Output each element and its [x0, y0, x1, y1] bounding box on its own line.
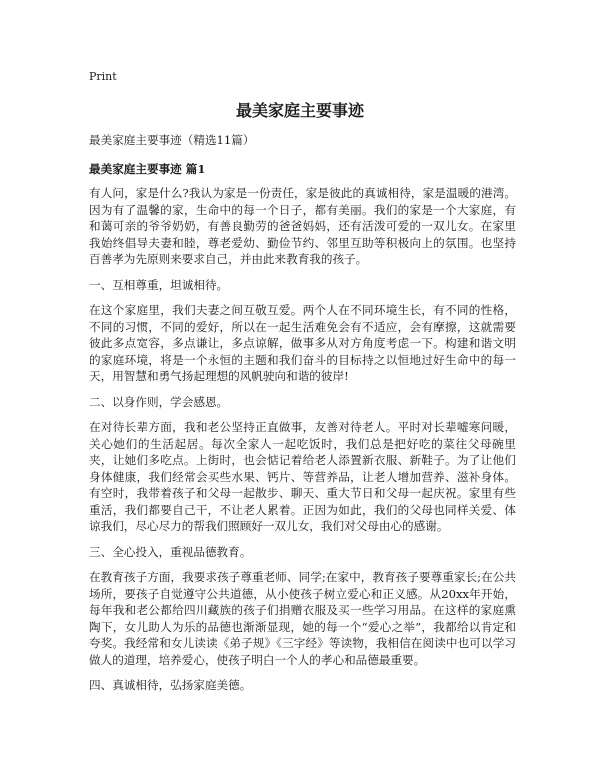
heading-example: 二、以身作则，学会感恩。	[89, 394, 229, 409]
heading-respect: 一、互相尊重，坦诚相待。	[89, 277, 229, 292]
paragraph-example: 在对待长辈方面，我和老公坚持正直做事，友善对待老人。平时对长辈嘘寒问暖，关心她们的生活起居。每次全家人一起吃饭时，我们总是把好吃的菜往父母碗里夹，让她们多吃点。上街时，也会惦记着给老人添置新衣服、新鞋子。为了让他们身体健康，我们经常会买些水果、钙片、等营养品，让老人增加营养、滋补身体。有空时，我带着孩子和父母一起散步、聊天、重大节日和父母一起庆祝。家里有些重活，我们都要自己干，不让老人累着。正因为如此，我们的父母也同样关爱、体谅我们，尽心尽力的帮我们照顾好一双儿女，我们对父母由心的感谢。	[89, 420, 516, 533]
paragraph-intro: 有人问，家是什么?我认为家是一份责任，家是彼此的真诚相待，家是温暖的港湾。因为有了温馨的家，生命中的每一个日子，都有美丽。我们的家是一个大家庭，有和蔼可亲的爷爷奶奶，有善良勤劳的爸爸妈妈，还有活泼可爱的一双儿女。在家里我始终倡导夫妻和睦，尊老爱幼、勤俭节约、邻里互助等积极向上的氛围。也坚持百善孝为先原则来要求自己，并由此来教育我的孩子。	[89, 186, 516, 266]
paragraph-education: 在教育孩子方面，我要求孩子尊重老师、同学;在家中，教育孩子要尊重家长;在公共场所，要孩子自觉遵守公共道德，从小使孩子树立爱心和正义感。从20xx年开始，每年我和老公都给四川藏族的孩子们捐赠衣服及买一些学习用品。在这样的家庭熏陶下，女儿助人为乐的品德也渐渐显现，她的每一个“爱心之举”，我都给以肯定和夸奖。我经常和女儿读读《弟子规》《三字经》等读物，我相信在阅读中也可以学习做人的道理，培养爱心，使孩子明白一个人的孝心和品德最重要。	[89, 570, 516, 667]
print-link[interactable]: Print	[89, 70, 117, 83]
document-subtitle: 最美家庭主要事迹（精选11篇）	[89, 133, 255, 147]
document-body	[89, 132, 516, 703]
heading-education: 三、全心投入，重视品德教育。	[89, 544, 252, 559]
page-title: 最美家庭主要事迹	[235, 101, 364, 120]
paragraph-respect: 在这个家庭里，我们夫妻之间互敬互爱。两个人在不同环境生长，有不同的性格，不同的习惯，不同的爱好，所以在一起生活难免会有不适应，会有摩擦，这就需要彼此多点宽容，多点谦让，多点谅解，做事多从对方角度考虑一下。构建和谐文明的家庭环境，将是一个永恒的主题和我们奋斗的目标持之以恒地过好生命中的每一天，用智慧和勇气扬起理想的风帆驶向和谐的彼岸!	[89, 303, 516, 383]
heading-virtue: 四、真诚相待，弘扬家庭美德。	[89, 678, 252, 692]
section-title: 最美家庭主要事迹 篇1	[89, 161, 206, 176]
